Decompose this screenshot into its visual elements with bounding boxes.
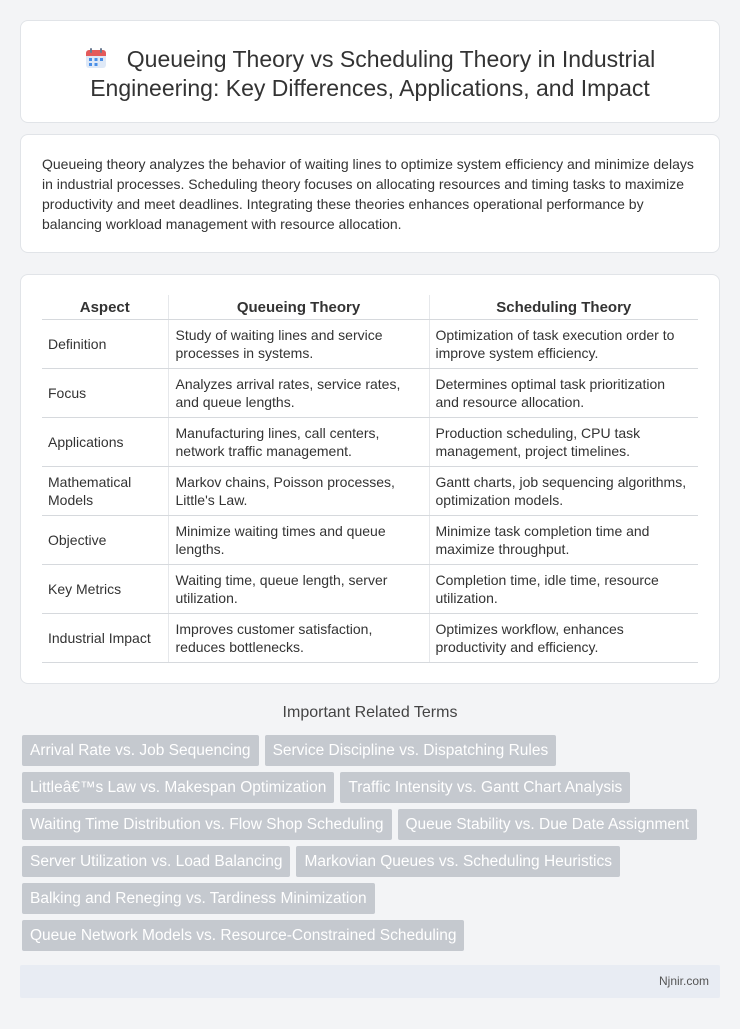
queueing-cell: Markov chains, Poisson processes, Little's Law.	[168, 466, 429, 515]
comparison-card	[20, 274, 720, 684]
scheduling-cell: Optimizes workflow, enhances productivity and efficiency.	[429, 613, 698, 662]
footer-bar	[20, 965, 720, 998]
table-row	[42, 515, 698, 564]
footer-site-link[interactable]: Njnir.com	[658, 974, 709, 988]
title-card	[20, 20, 720, 123]
queueing-cell: Study of waiting lines and service processes in systems.	[168, 319, 429, 368]
header-scheduling: Scheduling Theory	[429, 295, 698, 319]
table-row	[42, 368, 698, 417]
related-term-tag[interactable]: Markovian Queues vs. Scheduling Heuristics	[296, 846, 620, 877]
aspect-cell: Key Metrics	[42, 564, 168, 613]
calendar-icon	[85, 47, 107, 69]
header-queueing: Queueing Theory	[168, 295, 429, 319]
related-term-tag[interactable]: Service Discipline vs. Dispatching Rules	[265, 735, 557, 766]
related-term-tag[interactable]: Arrival Rate vs. Job Sequencing	[22, 735, 259, 766]
scheduling-cell: Minimize task completion time and maximize throughput.	[429, 515, 698, 564]
related-term-tag[interactable]: Waiting Time Distribution vs. Flow Shop Scheduling	[22, 809, 392, 840]
related-terms-list	[22, 735, 722, 957]
scheduling-cell: Production scheduling, CPU task management, project timelines.	[429, 417, 698, 466]
scheduling-cell: Gantt charts, job sequencing algorithms, optimization models.	[429, 466, 698, 515]
queueing-cell: Manufacturing lines, call centers, network traffic management.	[168, 417, 429, 466]
queueing-cell: Improves customer satisfaction, reduces bottlenecks.	[168, 613, 429, 662]
table-row	[42, 564, 698, 613]
related-term-tag[interactable]: Traffic Intensity vs. Gantt Chart Analysis	[340, 772, 630, 803]
intro-paragraph: Queueing theory analyzes the behavior of waiting lines to optimize system efficiency and minimize delays in industrial processes. Scheduling theory focuses on allocating resources and timing tasks to maximize productivity and meet deadlines. Integrating these theories enhances operational performance by balancing workload management with resource allocation.	[42, 156, 694, 232]
aspect-cell: Mathematical Models	[42, 466, 168, 515]
intro-card	[20, 134, 720, 253]
related-terms-heading: Important Related Terms	[282, 704, 458, 721]
table-row	[42, 319, 698, 368]
queueing-cell: Analyzes arrival rates, service rates, and queue lengths.	[168, 368, 429, 417]
table-row	[42, 613, 698, 662]
related-term-tag[interactable]: Balking and Reneging vs. Tardiness Minimization	[22, 883, 375, 914]
related-term-tag[interactable]: Server Utilization vs. Load Balancing	[22, 846, 290, 877]
page-title-text: Queueing Theory vs Scheduling Theory in Industrial Engineering: Key Differences, Applications, and Impact	[90, 46, 656, 101]
scheduling-cell: Completion time, idle time, resource utilization.	[429, 564, 698, 613]
aspect-cell: Applications	[42, 417, 168, 466]
table-row	[42, 466, 698, 515]
aspect-cell: Focus	[42, 368, 168, 417]
queueing-cell: Waiting time, queue length, server utilization.	[168, 564, 429, 613]
comparison-table	[42, 295, 698, 663]
header-aspect: Aspect	[42, 295, 168, 319]
aspect-cell: Objective	[42, 515, 168, 564]
related-term-tag[interactable]: Queue Network Models vs. Resource-Constrained Scheduling	[22, 920, 464, 951]
aspect-cell: Industrial Impact	[42, 613, 168, 662]
table-header-row	[42, 295, 698, 319]
page-title	[41, 45, 699, 103]
related-term-tag[interactable]: Queue Stability vs. Due Date Assignment	[398, 809, 697, 840]
related-term-tag[interactable]: Littleâ€™s Law vs. Makespan Optimization	[22, 772, 334, 803]
table-row	[42, 417, 698, 466]
scheduling-cell: Optimization of task execution order to improve system efficiency.	[429, 319, 698, 368]
scheduling-cell: Determines optimal task prioritization and resource allocation.	[429, 368, 698, 417]
aspect-cell: Definition	[42, 319, 168, 368]
queueing-cell: Minimize waiting times and queue lengths.	[168, 515, 429, 564]
